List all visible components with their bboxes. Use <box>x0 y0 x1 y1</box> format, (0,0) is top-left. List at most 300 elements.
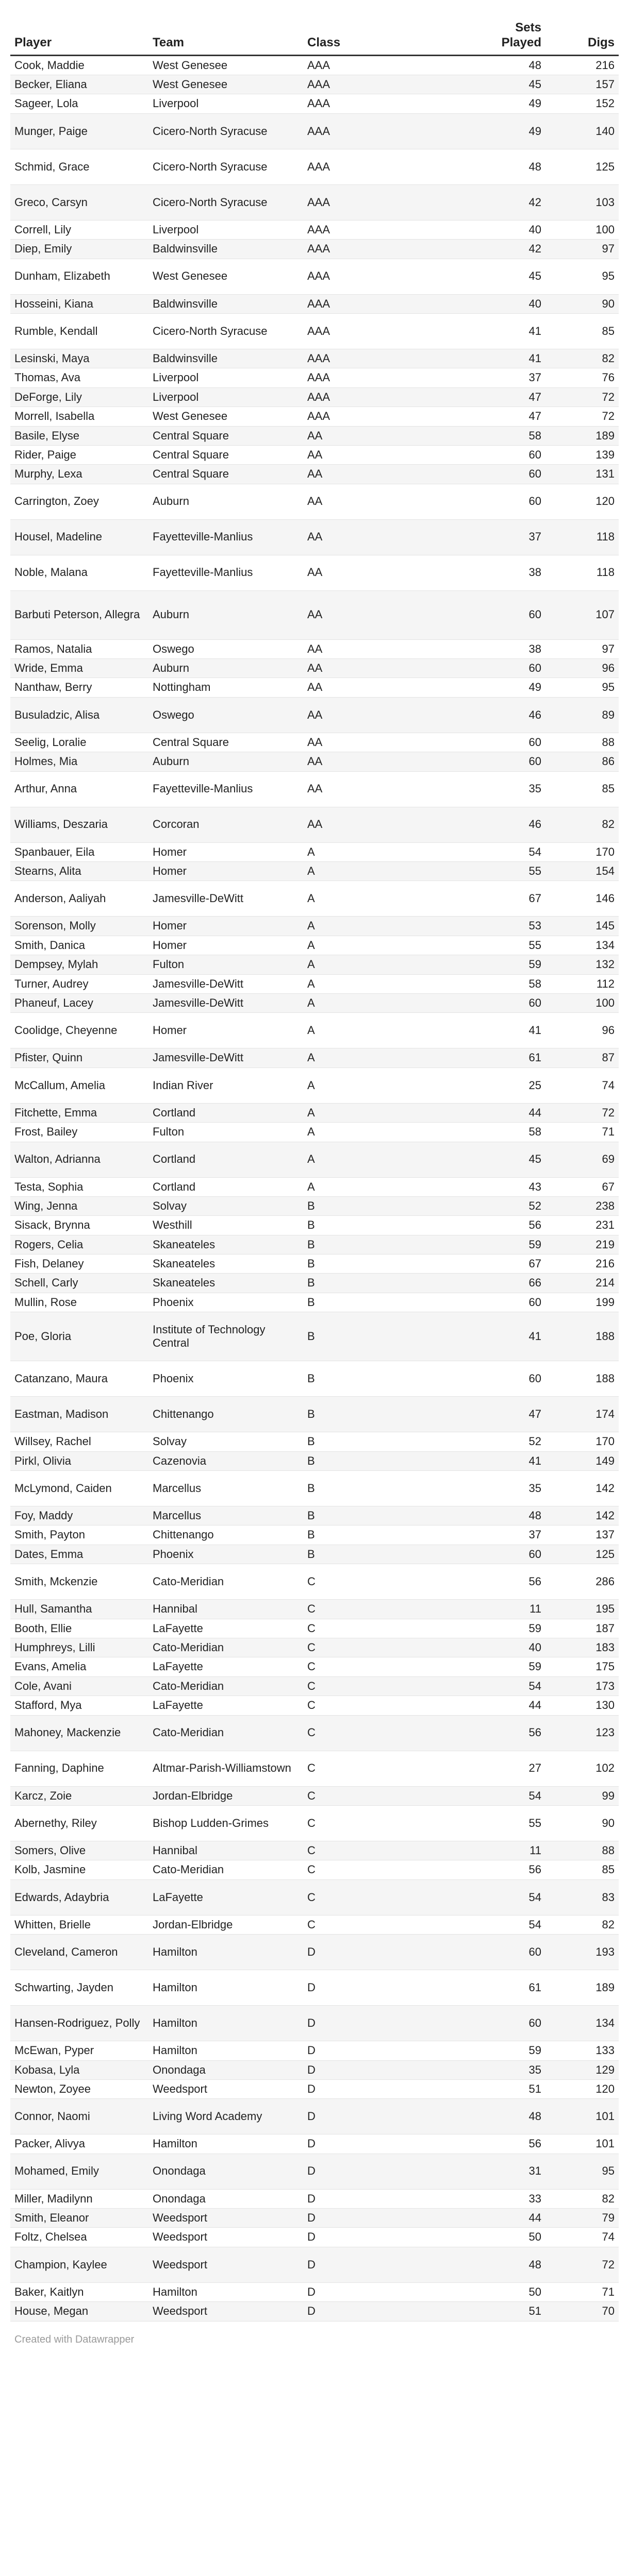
cell-team: West Genesee <box>148 259 303 294</box>
cell-player: Arthur, Anna <box>10 771 148 807</box>
cell-player: Smith, Danica <box>10 936 148 955</box>
table-row <box>10 259 619 294</box>
cell-sets-played: 61 <box>453 1048 545 1067</box>
cell-sets-played: 33 <box>453 2189 545 2208</box>
cell-class: D <box>303 2302 453 2321</box>
cell-class: AA <box>303 484 453 519</box>
table-row <box>10 2209 619 2228</box>
cell-class: AAA <box>303 387 453 406</box>
cell-class: B <box>303 1312 453 1361</box>
cell-class: A <box>303 936 453 955</box>
cell-team: Central Square <box>148 426 303 445</box>
cell-class: AAA <box>303 407 453 426</box>
table-row <box>10 881 619 917</box>
cell-digs: 86 <box>545 752 619 771</box>
cell-class: B <box>303 1506 453 1526</box>
cell-player: Somers, Olive <box>10 1841 148 1860</box>
table-body <box>10 55 619 2321</box>
cell-sets-played: 41 <box>453 1312 545 1361</box>
cell-digs: 149 <box>545 1451 619 1470</box>
cell-sets-played: 56 <box>453 1715 545 1751</box>
cell-digs: 90 <box>545 294 619 313</box>
cell-sets-played: 54 <box>453 1676 545 1696</box>
cell-sets-played: 55 <box>453 862 545 881</box>
cell-player: Diep, Emily <box>10 240 148 259</box>
cell-team: Hamilton <box>148 2282 303 2301</box>
cell-class: D <box>303 2154 453 2189</box>
cell-digs: 120 <box>545 2079 619 2098</box>
cell-player: Nanthaw, Berry <box>10 678 148 697</box>
cell-digs: 88 <box>545 733 619 752</box>
cell-digs: 193 <box>545 1935 619 1970</box>
cell-team: Onondaga <box>148 2154 303 2189</box>
cell-team: Central Square <box>148 465 303 484</box>
cell-class: B <box>303 1196 453 1215</box>
cell-player: Frost, Bailey <box>10 1123 148 1142</box>
cell-team: LaFayette <box>148 1879 303 1915</box>
cell-player: Holmes, Mia <box>10 752 148 771</box>
cell-sets-played: 45 <box>453 1142 545 1177</box>
cell-player: Sageer, Lola <box>10 94 148 113</box>
cell-player: Williams, Deszaria <box>10 807 148 842</box>
cell-digs: 123 <box>545 1715 619 1751</box>
table-row <box>10 294 619 313</box>
cell-digs: 72 <box>545 387 619 406</box>
cell-sets-played: 48 <box>453 55 545 75</box>
cell-player: Lesinski, Maya <box>10 349 148 368</box>
cell-player: Edwards, Adaybria <box>10 1879 148 1915</box>
cell-team: Solvay <box>148 1196 303 1215</box>
cell-team: Hamilton <box>148 2006 303 2041</box>
cell-team: Onondaga <box>148 2189 303 2208</box>
table-row <box>10 1696 619 1715</box>
cell-sets-played: 52 <box>453 1196 545 1215</box>
cell-digs: 231 <box>545 1216 619 1235</box>
table-row <box>10 639 619 658</box>
table-row <box>10 1361 619 1397</box>
cell-player: Cleveland, Cameron <box>10 1935 148 1970</box>
table-row <box>10 1805 619 1841</box>
cell-class: A <box>303 1177 453 1196</box>
cell-sets-played: 47 <box>453 407 545 426</box>
cell-team: Cicero-North Syracuse <box>148 184 303 220</box>
cell-team: LaFayette <box>148 1696 303 1715</box>
cell-digs: 112 <box>545 974 619 993</box>
cell-sets-played: 54 <box>453 1786 545 1805</box>
cell-player: Smith, Payton <box>10 1526 148 1545</box>
table-header <box>10 0 619 55</box>
cell-team: Chittenango <box>148 1526 303 1545</box>
cell-digs: 130 <box>545 1696 619 1715</box>
table-row <box>10 1293 619 1312</box>
cell-digs: 219 <box>545 1235 619 1254</box>
cell-digs: 118 <box>545 555 619 590</box>
cell-class: AA <box>303 639 453 658</box>
cell-player: Ramos, Natalia <box>10 639 148 658</box>
cell-player: Whitten, Brielle <box>10 1915 148 1934</box>
cell-sets-played: 46 <box>453 807 545 842</box>
cell-team: Jordan-Elbridge <box>148 1786 303 1805</box>
cell-class: B <box>303 1361 453 1397</box>
cell-digs: 170 <box>545 1432 619 1451</box>
cell-digs: 134 <box>545 936 619 955</box>
cell-class: C <box>303 1600 453 1619</box>
datawrapper-credit[interactable]: Created with Datawrapper <box>14 2333 135 2345</box>
cell-player: Munger, Paige <box>10 113 148 149</box>
cell-class: D <box>303 2189 453 2208</box>
cell-digs: 139 <box>545 445 619 464</box>
cell-player: Evans, Amelia <box>10 1657 148 1676</box>
cell-player: Dunham, Elizabeth <box>10 259 148 294</box>
column-header-digs[interactable]: Digs <box>545 0 619 55</box>
cell-player: Rogers, Celia <box>10 1235 148 1254</box>
cell-digs: 173 <box>545 1676 619 1696</box>
cell-player: Anderson, Aaliyah <box>10 881 148 917</box>
cell-class: B <box>303 1235 453 1254</box>
cell-digs: 125 <box>545 149 619 184</box>
cell-player: Dempsey, Mylah <box>10 955 148 974</box>
cell-class: AA <box>303 807 453 842</box>
table-row <box>10 1841 619 1860</box>
cell-team: West Genesee <box>148 55 303 75</box>
cell-player: Fanning, Daphine <box>10 1751 148 1786</box>
cell-sets-played: 46 <box>453 697 545 733</box>
table-row <box>10 484 619 519</box>
cell-class: A <box>303 1048 453 1067</box>
cell-player: Rumble, Kendall <box>10 313 148 349</box>
cell-class: A <box>303 1142 453 1177</box>
cell-sets-played: 59 <box>453 2041 545 2060</box>
table-row <box>10 1879 619 1915</box>
cell-player: Housel, Madeline <box>10 519 148 555</box>
cell-sets-played: 58 <box>453 1123 545 1142</box>
cell-player: Karcz, Zoie <box>10 1786 148 1805</box>
cell-class: AAA <box>303 313 453 349</box>
cell-sets-played: 49 <box>453 94 545 113</box>
cell-team: Living Word Academy <box>148 2099 303 2134</box>
cell-class: AA <box>303 771 453 807</box>
table-row <box>10 1235 619 1254</box>
cell-digs: 82 <box>545 2189 619 2208</box>
cell-sets-played: 61 <box>453 1970 545 2006</box>
table-row <box>10 465 619 484</box>
cell-player: Mohamed, Emily <box>10 2154 148 2189</box>
table-row <box>10 220 619 239</box>
cell-digs: 96 <box>545 659 619 678</box>
cell-class: D <box>303 1935 453 1970</box>
cell-team: Phoenix <box>148 1293 303 1312</box>
cell-team: Fayetteville-Manlius <box>148 771 303 807</box>
table-row <box>10 993 619 1012</box>
cell-digs: 131 <box>545 465 619 484</box>
cell-sets-played: 60 <box>453 1361 545 1397</box>
cell-class: A <box>303 1013 453 1048</box>
table-row <box>10 555 619 590</box>
cell-digs: 154 <box>545 862 619 881</box>
cell-digs: 74 <box>545 1067 619 1103</box>
cell-class: AA <box>303 445 453 464</box>
table-row <box>10 426 619 445</box>
cell-class: C <box>303 1805 453 1841</box>
cell-player: Phaneuf, Lacey <box>10 993 148 1012</box>
column-header-team[interactable]: Team <box>148 0 303 55</box>
cell-sets-played: 25 <box>453 1067 545 1103</box>
cell-player: Sisack, Brynna <box>10 1216 148 1235</box>
table-row <box>10 1935 619 1970</box>
table-row <box>10 75 619 94</box>
cell-sets-played: 56 <box>453 2134 545 2154</box>
cell-player: Schell, Carly <box>10 1274 148 1293</box>
cell-player: Smith, Eleanor <box>10 2209 148 2228</box>
cell-digs: 216 <box>545 1255 619 1274</box>
table-row <box>10 590 619 639</box>
cell-class: D <box>303 2209 453 2228</box>
cell-sets-played: 49 <box>453 678 545 697</box>
cell-class: B <box>303 1274 453 1293</box>
table-row <box>10 1142 619 1177</box>
cell-sets-played: 48 <box>453 149 545 184</box>
cell-player: Cole, Avani <box>10 1676 148 1696</box>
cell-player: Barbuti Peterson, Allegra <box>10 590 148 639</box>
table-row <box>10 697 619 733</box>
table-row <box>10 1860 619 1879</box>
cell-team: Indian River <box>148 1067 303 1103</box>
cell-player: Thomas, Ava <box>10 368 148 387</box>
cell-player: Hansen-Rodriguez, Polly <box>10 2006 148 2041</box>
cell-sets-played: 60 <box>453 484 545 519</box>
cell-sets-played: 67 <box>453 881 545 917</box>
cell-player: Fish, Delaney <box>10 1255 148 1274</box>
table-row <box>10 1048 619 1067</box>
cell-digs: 85 <box>545 771 619 807</box>
cell-team: Jamesville-DeWitt <box>148 993 303 1012</box>
cell-team: Homer <box>148 936 303 955</box>
cell-digs: 71 <box>545 1123 619 1142</box>
cell-player: Noble, Malana <box>10 555 148 590</box>
cell-digs: 88 <box>545 1841 619 1860</box>
cell-digs: 189 <box>545 426 619 445</box>
cell-class: C <box>303 1715 453 1751</box>
cell-digs: 99 <box>545 1786 619 1805</box>
cell-class: AA <box>303 678 453 697</box>
table-row <box>10 917 619 936</box>
table-row <box>10 2099 619 2134</box>
column-header-player[interactable]: Player <box>10 0 148 55</box>
table-row <box>10 1564 619 1600</box>
cell-team: Hannibal <box>148 1600 303 1619</box>
cell-player: DeForge, Lily <box>10 387 148 406</box>
cell-team: Jamesville-DeWitt <box>148 1048 303 1067</box>
table-row <box>10 387 619 406</box>
cell-team: Auburn <box>148 484 303 519</box>
cell-player: Hull, Samantha <box>10 1600 148 1619</box>
cell-class: AAA <box>303 220 453 239</box>
cell-team: Jordan-Elbridge <box>148 1915 303 1934</box>
cell-digs: 72 <box>545 2247 619 2282</box>
cell-sets-played: 48 <box>453 2099 545 2134</box>
cell-class: AAA <box>303 368 453 387</box>
cell-sets-played: 60 <box>453 1545 545 1564</box>
table-row <box>10 842 619 861</box>
table-row <box>10 1067 619 1103</box>
cell-class: B <box>303 1526 453 1545</box>
cell-sets-played: 49 <box>453 113 545 149</box>
table-row <box>10 2006 619 2041</box>
cell-class: D <box>303 2041 453 2060</box>
cell-team: Homer <box>148 862 303 881</box>
cell-sets-played: 42 <box>453 240 545 259</box>
table-row <box>10 1471 619 1506</box>
cell-sets-played: 60 <box>453 993 545 1012</box>
cell-sets-played: 54 <box>453 842 545 861</box>
cell-player: Fitchette, Emma <box>10 1103 148 1122</box>
cell-digs: 216 <box>545 55 619 75</box>
cell-sets-played: 59 <box>453 1657 545 1676</box>
cell-team: Nottingham <box>148 678 303 697</box>
table-row <box>10 349 619 368</box>
cell-sets-played: 31 <box>453 2154 545 2189</box>
cell-sets-played: 41 <box>453 1013 545 1048</box>
cell-team: Baldwinsville <box>148 294 303 313</box>
table-row <box>10 1751 619 1786</box>
table-row <box>10 1638 619 1657</box>
cell-player: Busuladzic, Alisa <box>10 697 148 733</box>
cell-team: Liverpool <box>148 387 303 406</box>
table-row <box>10 678 619 697</box>
cell-digs: 70 <box>545 2302 619 2321</box>
cell-team: Liverpool <box>148 220 303 239</box>
cell-sets-played: 41 <box>453 349 545 368</box>
cell-digs: 133 <box>545 2041 619 2060</box>
cell-team: Chittenango <box>148 1397 303 1432</box>
cell-team: Jamesville-DeWitt <box>148 881 303 917</box>
table-row <box>10 2189 619 2208</box>
cell-class: AA <box>303 519 453 555</box>
cell-digs: 142 <box>545 1471 619 1506</box>
cell-team: Fayetteville-Manlius <box>148 555 303 590</box>
table-row <box>10 1786 619 1805</box>
cell-sets-played: 38 <box>453 639 545 658</box>
cell-class: B <box>303 1432 453 1451</box>
cell-digs: 238 <box>545 1196 619 1215</box>
cell-digs: 120 <box>545 484 619 519</box>
table-row <box>10 1619 619 1638</box>
cell-team: Bishop Ludden-Grimes <box>148 1805 303 1841</box>
column-header-class[interactable]: Class <box>303 0 453 55</box>
cell-class: A <box>303 1123 453 1142</box>
cell-digs: 97 <box>545 240 619 259</box>
cell-class: C <box>303 1696 453 1715</box>
cell-team: Marcellus <box>148 1506 303 1526</box>
cell-player: Correll, Lily <box>10 220 148 239</box>
cell-digs: 103 <box>545 184 619 220</box>
cell-team: Weedsport <box>148 2302 303 2321</box>
cell-team: Central Square <box>148 445 303 464</box>
cell-sets-played: 67 <box>453 1255 545 1274</box>
cell-class: C <box>303 1619 453 1638</box>
cell-digs: 102 <box>545 1751 619 1786</box>
cell-team: Cazenovia <box>148 1451 303 1470</box>
column-header-sets-played[interactable]: Sets Played <box>453 0 545 55</box>
cell-team: Homer <box>148 842 303 861</box>
cell-player: Carrington, Zoey <box>10 484 148 519</box>
cell-sets-played: 41 <box>453 313 545 349</box>
cell-team: Cortland <box>148 1103 303 1122</box>
cell-class: D <box>303 2079 453 2098</box>
cell-class: C <box>303 1564 453 1600</box>
cell-sets-played: 50 <box>453 2228 545 2247</box>
cell-sets-played: 44 <box>453 1103 545 1122</box>
cell-digs: 82 <box>545 1915 619 1934</box>
cell-player: Spanbauer, Eila <box>10 842 148 861</box>
cell-class: AA <box>303 426 453 445</box>
cell-player: Packer, Alivya <box>10 2134 148 2154</box>
cell-sets-played: 58 <box>453 426 545 445</box>
cell-team: Cato-Meridian <box>148 1715 303 1751</box>
cell-team: Homer <box>148 1013 303 1048</box>
cell-player: Eastman, Madison <box>10 1397 148 1432</box>
cell-digs: 83 <box>545 1879 619 1915</box>
table-row <box>10 1526 619 1545</box>
cell-class: AA <box>303 555 453 590</box>
cell-team: Baldwinsville <box>148 349 303 368</box>
cell-player: Foy, Maddy <box>10 1506 148 1526</box>
cell-digs: 100 <box>545 993 619 1012</box>
cell-team: Phoenix <box>148 1361 303 1397</box>
cell-team: Hamilton <box>148 2041 303 2060</box>
cell-digs: 132 <box>545 955 619 974</box>
cell-class: AAA <box>303 94 453 113</box>
cell-sets-played: 42 <box>453 184 545 220</box>
cell-player: Kolb, Jasmine <box>10 1860 148 1879</box>
table-row <box>10 733 619 752</box>
cell-sets-played: 48 <box>453 1506 545 1526</box>
cell-class: AAA <box>303 149 453 184</box>
table-row <box>10 807 619 842</box>
table-row <box>10 974 619 993</box>
cell-player: Dates, Emma <box>10 1545 148 1564</box>
cell-digs: 175 <box>545 1657 619 1676</box>
cell-class: C <box>303 1638 453 1657</box>
cell-team: Phoenix <box>148 1545 303 1564</box>
cell-player: McEwan, Pyper <box>10 2041 148 2060</box>
cell-class: AA <box>303 697 453 733</box>
cell-sets-played: 47 <box>453 387 545 406</box>
cell-player: Seelig, Loralie <box>10 733 148 752</box>
cell-team: Fulton <box>148 955 303 974</box>
cell-sets-played: 60 <box>453 659 545 678</box>
table-row <box>10 1196 619 1215</box>
table-row <box>10 113 619 149</box>
cell-player: Walton, Adrianna <box>10 1142 148 1177</box>
cell-class: A <box>303 862 453 881</box>
cell-class: AA <box>303 733 453 752</box>
cell-class: C <box>303 1860 453 1879</box>
cell-class: C <box>303 1751 453 1786</box>
cell-player: Champion, Kaylee <box>10 2247 148 2282</box>
cell-player: Humphreys, Lilli <box>10 1638 148 1657</box>
cell-digs: 101 <box>545 2134 619 2154</box>
cell-sets-played: 35 <box>453 2060 545 2079</box>
cell-sets-played: 45 <box>453 75 545 94</box>
cell-team: Hamilton <box>148 1970 303 2006</box>
cell-digs: 95 <box>545 2154 619 2189</box>
cell-player: House, Megan <box>10 2302 148 2321</box>
cell-sets-played: 56 <box>453 1564 545 1600</box>
cell-team: Cicero-North Syracuse <box>148 113 303 149</box>
table-row <box>10 1103 619 1122</box>
table-row <box>10 445 619 464</box>
